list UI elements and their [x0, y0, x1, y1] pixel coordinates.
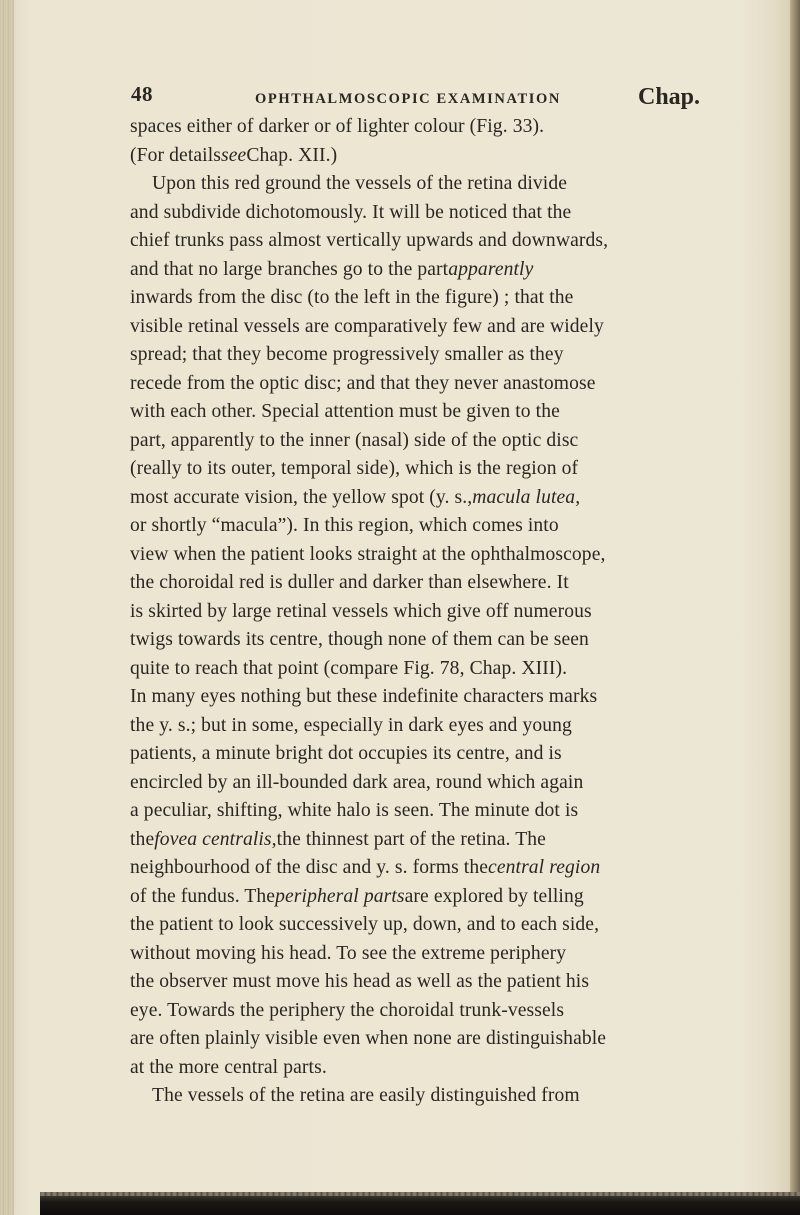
text-line: the y. s.; but in some, especially in dark eyes and young [130, 714, 572, 736]
text-line: and that no large branches go to the partapparently [130, 258, 534, 280]
text-line: visible retinal vessels are comparatively few and are widely [130, 315, 604, 337]
text-line: at the more central parts. [130, 1056, 327, 1078]
text-line: patients, a minute bright dot occupies its centre, and is [130, 743, 562, 764]
text-line: The vessels of the retina are easily distinguished from [152, 1085, 580, 1106]
text-line: quite to reach that point (compare Fig. 78, Chap. XIII). [130, 657, 568, 679]
text-line: a peculiar, shifting, white halo is seen. The minute dot is [130, 800, 579, 821]
text-line: part, apparently to the inner (nasal) side of the optic disc [130, 429, 579, 451]
text-line: (really to its outer, temporal side), which is the region of [130, 458, 579, 479]
text-line: view when the patient looks straight at the ophthalmoscope, [130, 543, 606, 565]
text-line: the observer must move his head as well as the patient his [130, 971, 590, 992]
page-edge-left [0, 0, 14, 1215]
text-line: twigs towards its centre, though none of them can be seen [130, 629, 589, 650]
text-line: are often plainly visible even when none are distinguishable [130, 1028, 607, 1049]
text-line: most accurate vision, the yellow spot (y. s.,macula lutea, [130, 486, 581, 508]
text-line: of the fundus. Theperipheral partsare explored by telling [130, 885, 584, 907]
text-line: without moving his head. To see the extreme periphery [130, 942, 567, 964]
text-line: inwards from the disc (to the left in the figure) ; that the [130, 287, 574, 308]
text-line: Upon this red ground the vessels of the retina divide [152, 173, 568, 194]
body-text [130, 113, 685, 1111]
text-line: spaces either of darker or of lighter colour (Fig. 33). [130, 116, 545, 137]
text-line: eye. Towards the periphery the choroidal trunk-vessels [130, 999, 565, 1021]
text-line: thefovea centralis,the thinnest part of the retina. The [130, 828, 546, 850]
text-line: with each other. Special attention must be given to the [130, 401, 560, 422]
text-line: (For details see Chap. XII.) [130, 144, 338, 166]
text-line: and subdivide dichotomously. It will be noticed that the [130, 201, 572, 223]
text-line: chief trunks pass almost vertically upwards and downwards, [130, 230, 609, 251]
text-line: the patient to look successively up, down, and to each side, [130, 914, 600, 935]
text-line: recede from the optic disc; and that they never anastomose [130, 372, 596, 394]
running-title: OPHTHALMOSCOPIC EXAMINATION [255, 91, 561, 107]
text-line: encircled by an ill-bounded dark area, round which again [130, 771, 584, 793]
text-line: spread; that they become progressively smaller as they [130, 344, 564, 365]
book-spine-edge [790, 0, 800, 1215]
chapter-label: Chap. [638, 84, 701, 110]
text-line: the choroidal red is duller and darker than elsewhere. It [130, 572, 569, 593]
text-line: or shortly “macula”). In this region, which comes into [130, 515, 559, 536]
text-line: neighbourhood of the disc and y. s. forms thecentral region [130, 857, 601, 878]
page-number: 48 [131, 82, 153, 106]
text-line: is skirted by large retinal vessels which give off numerous [130, 600, 592, 622]
dark-bottom-border [40, 1196, 800, 1215]
text-line: In many eyes nothing but these indefinite characters marks [130, 686, 598, 707]
